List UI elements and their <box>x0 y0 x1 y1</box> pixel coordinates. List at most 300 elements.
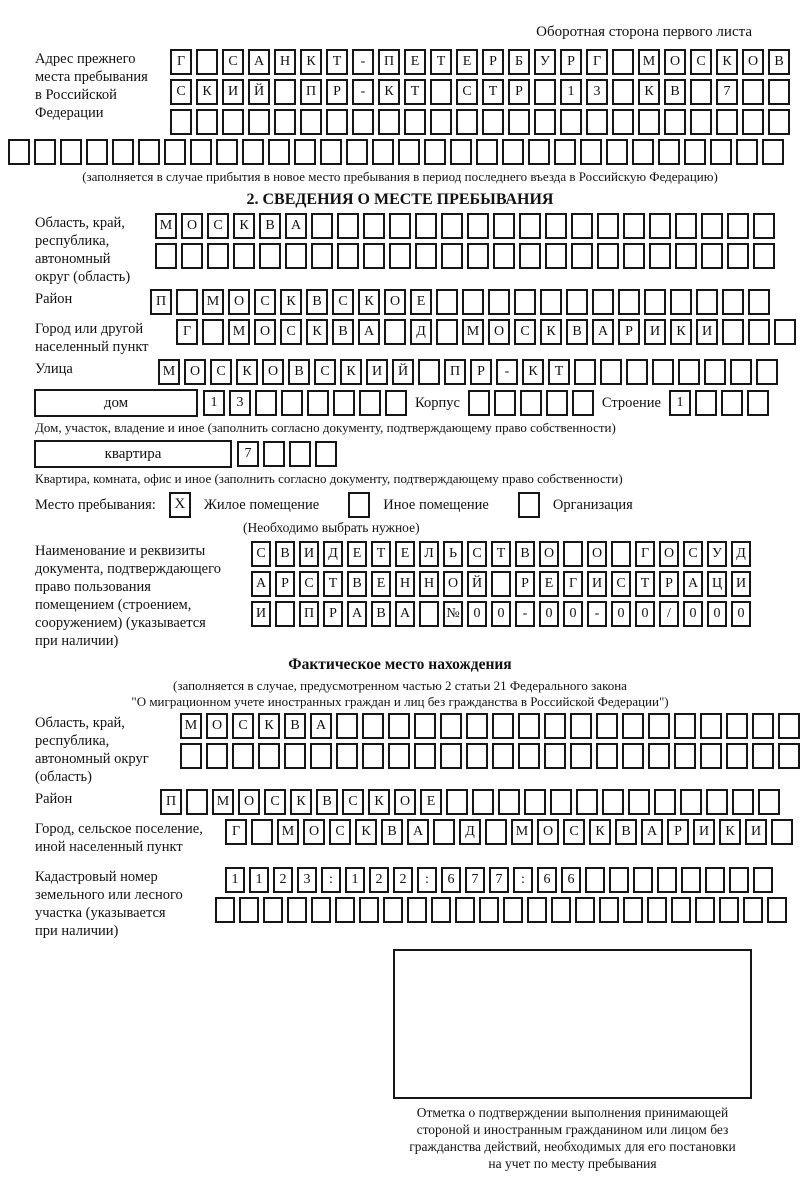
char-box[interactable]: О <box>742 49 764 75</box>
char-box[interactable] <box>440 713 462 739</box>
char-box[interactable]: 1 <box>560 79 582 105</box>
char-box[interactable] <box>196 109 218 135</box>
char-box[interactable]: 1 <box>203 390 225 416</box>
char-box[interactable] <box>476 139 498 165</box>
char-box[interactable] <box>649 243 671 269</box>
char-box[interactable] <box>424 139 446 165</box>
char-box[interactable] <box>690 109 712 135</box>
char-box[interactable]: С <box>299 571 319 597</box>
char-box[interactable]: 3 <box>229 390 251 416</box>
char-box[interactable]: К <box>719 819 741 845</box>
char-box[interactable] <box>307 390 329 416</box>
char-box[interactable] <box>628 789 650 815</box>
house-field-box[interactable]: дом <box>34 389 198 417</box>
char-box[interactable] <box>419 601 439 627</box>
char-box[interactable] <box>700 743 722 769</box>
char-box[interactable] <box>580 139 602 165</box>
char-box[interactable] <box>300 109 322 135</box>
char-box[interactable] <box>170 109 192 135</box>
char-box[interactable] <box>363 213 385 239</box>
char-box[interactable]: А <box>592 319 614 345</box>
char-box[interactable]: Й <box>392 359 414 385</box>
char-box[interactable] <box>726 743 748 769</box>
char-box[interactable] <box>767 897 787 923</box>
char-box[interactable]: Й <box>467 571 487 597</box>
char-box[interactable]: О <box>384 289 406 315</box>
char-box[interactable] <box>508 109 530 135</box>
char-box[interactable]: Е <box>410 289 432 315</box>
char-box[interactable] <box>597 243 619 269</box>
char-box[interactable]: Р <box>667 819 689 845</box>
char-box[interactable]: 0 <box>563 601 583 627</box>
char-box[interactable] <box>753 243 775 269</box>
char-box[interactable] <box>222 109 244 135</box>
char-box[interactable] <box>695 897 715 923</box>
char-box[interactable] <box>606 139 628 165</box>
char-box[interactable]: К <box>290 789 312 815</box>
char-box[interactable]: Г <box>176 319 198 345</box>
char-box[interactable]: Е <box>395 541 415 567</box>
char-box[interactable] <box>518 713 540 739</box>
char-box[interactable] <box>285 243 307 269</box>
char-box[interactable] <box>736 139 758 165</box>
char-box[interactable]: О <box>254 319 276 345</box>
char-box[interactable]: К <box>196 79 218 105</box>
char-box[interactable] <box>251 819 273 845</box>
char-box[interactable] <box>492 713 514 739</box>
char-box[interactable] <box>275 601 295 627</box>
char-box[interactable] <box>721 390 743 416</box>
char-box[interactable]: 2 <box>369 867 389 893</box>
char-box[interactable] <box>719 897 739 923</box>
char-box[interactable]: И <box>299 541 319 567</box>
char-box[interactable] <box>383 897 403 923</box>
char-box[interactable]: 1 <box>669 390 691 416</box>
char-box[interactable] <box>752 713 774 739</box>
char-box[interactable] <box>768 109 790 135</box>
char-box[interactable] <box>378 109 400 135</box>
char-box[interactable] <box>519 243 541 269</box>
char-box[interactable]: Т <box>548 359 570 385</box>
char-box[interactable]: В <box>381 819 403 845</box>
char-box[interactable]: О <box>303 819 325 845</box>
char-box[interactable] <box>554 139 576 165</box>
char-box[interactable] <box>255 390 277 416</box>
char-box[interactable]: П <box>150 289 172 315</box>
char-box[interactable] <box>287 897 307 923</box>
char-box[interactable] <box>762 139 784 165</box>
char-box[interactable] <box>455 897 475 923</box>
char-box[interactable] <box>774 319 796 345</box>
char-box[interactable]: М <box>212 789 234 815</box>
char-box[interactable] <box>310 743 332 769</box>
char-box[interactable] <box>274 109 296 135</box>
char-box[interactable]: О <box>206 713 228 739</box>
char-box[interactable] <box>710 139 732 165</box>
char-box[interactable]: Р <box>560 49 582 75</box>
char-box[interactable] <box>430 79 452 105</box>
char-box[interactable] <box>726 713 748 739</box>
char-box[interactable]: Е <box>456 49 478 75</box>
char-box[interactable] <box>311 213 333 239</box>
char-box[interactable]: Г <box>563 571 583 597</box>
char-box[interactable]: К <box>378 79 400 105</box>
char-box[interactable] <box>333 390 355 416</box>
char-box[interactable] <box>705 867 725 893</box>
char-box[interactable] <box>570 743 592 769</box>
char-box[interactable] <box>519 213 541 239</box>
char-box[interactable]: С <box>514 319 536 345</box>
char-box[interactable]: С <box>467 541 487 567</box>
char-box[interactable] <box>586 109 608 135</box>
char-box[interactable]: - <box>496 359 518 385</box>
char-box[interactable] <box>414 743 436 769</box>
char-box[interactable] <box>503 897 523 923</box>
char-box[interactable] <box>430 109 452 135</box>
char-box[interactable] <box>326 109 348 135</box>
char-box[interactable] <box>748 289 770 315</box>
char-box[interactable] <box>700 713 722 739</box>
char-box[interactable]: О <box>537 819 559 845</box>
char-box[interactable] <box>701 243 723 269</box>
char-box[interactable] <box>346 139 368 165</box>
char-box[interactable]: К <box>670 319 692 345</box>
char-box[interactable]: 2 <box>273 867 293 893</box>
char-box[interactable]: М <box>228 319 250 345</box>
char-box[interactable] <box>600 359 622 385</box>
char-box[interactable] <box>778 713 800 739</box>
char-box[interactable]: В <box>515 541 535 567</box>
char-box[interactable]: С <box>264 789 286 815</box>
char-box[interactable]: Л <box>419 541 439 567</box>
char-box[interactable] <box>657 867 677 893</box>
char-box[interactable] <box>433 819 455 845</box>
char-box[interactable]: С <box>342 789 364 815</box>
char-box[interactable] <box>206 743 228 769</box>
char-box[interactable] <box>596 713 618 739</box>
char-box[interactable]: П <box>378 49 400 75</box>
char-box[interactable] <box>215 897 235 923</box>
char-box[interactable]: К <box>300 49 322 75</box>
char-box[interactable] <box>86 139 108 165</box>
char-box[interactable] <box>482 109 504 135</box>
char-box[interactable]: И <box>251 601 271 627</box>
char-box[interactable] <box>623 213 645 239</box>
char-box[interactable] <box>670 289 692 315</box>
char-box[interactable]: К <box>368 789 390 815</box>
char-box[interactable]: : <box>321 867 341 893</box>
char-box[interactable]: К <box>358 289 380 315</box>
char-box[interactable] <box>546 390 568 416</box>
char-box[interactable] <box>633 867 653 893</box>
char-box[interactable]: К <box>355 819 377 845</box>
char-box[interactable]: И <box>696 319 718 345</box>
char-box[interactable] <box>626 359 648 385</box>
char-box[interactable] <box>494 390 516 416</box>
char-box[interactable]: У <box>534 49 556 75</box>
char-box[interactable]: 1 <box>345 867 365 893</box>
char-box[interactable]: Р <box>482 49 504 75</box>
char-box[interactable] <box>359 897 379 923</box>
char-box[interactable] <box>232 743 254 769</box>
char-box[interactable] <box>467 243 489 269</box>
char-box[interactable] <box>652 359 674 385</box>
char-box[interactable] <box>727 243 749 269</box>
char-box[interactable] <box>678 359 700 385</box>
char-box[interactable] <box>742 109 764 135</box>
char-box[interactable] <box>658 139 680 165</box>
char-box[interactable] <box>560 109 582 135</box>
char-box[interactable] <box>258 743 280 769</box>
char-box[interactable]: 0 <box>539 601 559 627</box>
char-box[interactable]: Е <box>539 571 559 597</box>
char-box[interactable]: О <box>587 541 607 567</box>
char-box[interactable] <box>575 897 595 923</box>
char-box[interactable]: К <box>638 79 660 105</box>
char-box[interactable] <box>352 109 374 135</box>
char-box[interactable]: О <box>238 789 260 815</box>
char-box[interactable] <box>164 139 186 165</box>
char-box[interactable] <box>574 359 596 385</box>
char-box[interactable]: Р <box>515 571 535 597</box>
char-box[interactable] <box>690 79 712 105</box>
char-box[interactable]: И <box>693 819 715 845</box>
char-box[interactable]: 0 <box>731 601 751 627</box>
char-box[interactable]: : <box>513 867 533 893</box>
char-box[interactable]: Р <box>323 601 343 627</box>
checkbox-organization[interactable] <box>518 492 540 518</box>
char-box[interactable]: 3 <box>586 79 608 105</box>
char-box[interactable]: 3 <box>297 867 317 893</box>
char-box[interactable]: В <box>288 359 310 385</box>
char-box[interactable]: 7 <box>465 867 485 893</box>
char-box[interactable] <box>263 897 283 923</box>
char-box[interactable] <box>545 213 567 239</box>
char-box[interactable]: П <box>160 789 182 815</box>
char-box[interactable]: А <box>248 49 270 75</box>
char-box[interactable] <box>752 743 774 769</box>
char-box[interactable] <box>389 243 411 269</box>
char-box[interactable] <box>599 897 619 923</box>
char-box[interactable]: А <box>641 819 663 845</box>
char-box[interactable] <box>415 243 437 269</box>
char-box[interactable] <box>467 213 489 239</box>
char-box[interactable] <box>248 109 270 135</box>
char-box[interactable] <box>695 390 717 416</box>
char-box[interactable]: В <box>259 213 281 239</box>
char-box[interactable]: О <box>488 319 510 345</box>
char-box[interactable]: - <box>587 601 607 627</box>
char-box[interactable]: И <box>587 571 607 597</box>
char-box[interactable] <box>493 243 515 269</box>
char-box[interactable] <box>664 109 686 135</box>
char-box[interactable] <box>623 243 645 269</box>
char-box[interactable] <box>186 789 208 815</box>
char-box[interactable] <box>644 289 666 315</box>
char-box[interactable] <box>407 897 427 923</box>
char-box[interactable] <box>493 213 515 239</box>
char-box[interactable]: Т <box>323 571 343 597</box>
char-box[interactable]: Д <box>731 541 751 567</box>
char-box[interactable] <box>8 139 30 165</box>
char-box[interactable]: 0 <box>683 601 703 627</box>
char-box[interactable]: Н <box>419 571 439 597</box>
char-box[interactable] <box>722 319 744 345</box>
char-box[interactable]: В <box>768 49 790 75</box>
char-box[interactable]: 0 <box>611 601 631 627</box>
char-box[interactable] <box>534 79 556 105</box>
char-box[interactable] <box>612 49 634 75</box>
char-box[interactable] <box>674 713 696 739</box>
char-box[interactable] <box>263 441 285 467</box>
char-box[interactable]: К <box>306 319 328 345</box>
char-box[interactable]: Т <box>404 79 426 105</box>
char-box[interactable]: К <box>280 289 302 315</box>
char-box[interactable]: К <box>236 359 258 385</box>
char-box[interactable]: Д <box>323 541 343 567</box>
char-box[interactable]: О <box>228 289 250 315</box>
char-box[interactable] <box>612 79 634 105</box>
char-box[interactable]: - <box>352 49 374 75</box>
char-box[interactable]: Й <box>248 79 270 105</box>
char-box[interactable] <box>320 139 342 165</box>
char-box[interactable]: С <box>170 79 192 105</box>
char-box[interactable]: К <box>258 713 280 739</box>
char-box[interactable]: А <box>251 571 271 597</box>
char-box[interactable] <box>155 243 177 269</box>
char-box[interactable] <box>596 743 618 769</box>
char-box[interactable] <box>563 541 583 567</box>
char-box[interactable]: О <box>443 571 463 597</box>
char-box[interactable] <box>359 390 381 416</box>
char-box[interactable]: В <box>664 79 686 105</box>
char-box[interactable]: С <box>314 359 336 385</box>
char-box[interactable] <box>468 390 490 416</box>
char-box[interactable] <box>674 743 696 769</box>
char-box[interactable]: - <box>515 601 535 627</box>
char-box[interactable] <box>388 713 410 739</box>
char-box[interactable]: Р <box>470 359 492 385</box>
char-box[interactable] <box>268 139 290 165</box>
char-box[interactable] <box>242 139 264 165</box>
char-box[interactable]: 6 <box>441 867 461 893</box>
char-box[interactable] <box>701 213 723 239</box>
char-box[interactable]: Ь <box>443 541 463 567</box>
char-box[interactable]: Н <box>395 571 415 597</box>
char-box[interactable]: С <box>207 213 229 239</box>
char-box[interactable]: - <box>352 79 374 105</box>
char-box[interactable] <box>747 390 769 416</box>
char-box[interactable]: С <box>332 289 354 315</box>
char-box[interactable]: О <box>664 49 686 75</box>
char-box[interactable] <box>398 139 420 165</box>
char-box[interactable] <box>722 289 744 315</box>
char-box[interactable]: И <box>222 79 244 105</box>
char-box[interactable]: Е <box>347 541 367 567</box>
checkbox-other-premises[interactable] <box>348 492 370 518</box>
char-box[interactable]: Р <box>508 79 530 105</box>
char-box[interactable]: К <box>340 359 362 385</box>
char-box[interactable]: Т <box>491 541 511 567</box>
char-box[interactable] <box>498 789 520 815</box>
char-box[interactable] <box>611 541 631 567</box>
char-box[interactable]: Г <box>225 819 247 845</box>
char-box[interactable]: И <box>731 571 751 597</box>
char-box[interactable] <box>112 139 134 165</box>
char-box[interactable]: Ц <box>707 571 727 597</box>
char-box[interactable] <box>704 359 726 385</box>
char-box[interactable] <box>335 897 355 923</box>
char-box[interactable]: С <box>251 541 271 567</box>
char-box[interactable]: В <box>347 571 367 597</box>
char-box[interactable] <box>675 243 697 269</box>
char-box[interactable]: Е <box>404 49 426 75</box>
char-box[interactable] <box>502 139 524 165</box>
char-box[interactable]: 0 <box>491 601 511 627</box>
char-box[interactable]: С <box>690 49 712 75</box>
char-box[interactable] <box>585 867 605 893</box>
char-box[interactable] <box>479 897 499 923</box>
char-box[interactable]: Д <box>410 319 432 345</box>
char-box[interactable]: К <box>233 213 255 239</box>
char-box[interactable] <box>441 213 463 239</box>
char-box[interactable] <box>696 289 718 315</box>
char-box[interactable] <box>518 743 540 769</box>
char-box[interactable]: Е <box>371 571 391 597</box>
char-box[interactable]: А <box>683 571 703 597</box>
char-box[interactable] <box>571 243 593 269</box>
char-box[interactable] <box>756 359 778 385</box>
char-box[interactable] <box>743 897 763 923</box>
char-box[interactable] <box>34 139 56 165</box>
char-box[interactable]: М <box>202 289 224 315</box>
char-box[interactable] <box>648 713 670 739</box>
char-box[interactable] <box>684 139 706 165</box>
char-box[interactable] <box>514 289 536 315</box>
char-box[interactable]: В <box>284 713 306 739</box>
char-box[interactable] <box>648 743 670 769</box>
char-box[interactable]: П <box>444 359 466 385</box>
char-box[interactable]: 0 <box>635 601 655 627</box>
char-box[interactable] <box>196 49 218 75</box>
char-box[interactable] <box>362 743 384 769</box>
char-box[interactable]: К <box>522 359 544 385</box>
char-box[interactable]: И <box>745 819 767 845</box>
char-box[interactable] <box>289 441 311 467</box>
char-box[interactable]: М <box>180 713 202 739</box>
char-box[interactable] <box>647 897 667 923</box>
char-box[interactable] <box>753 213 775 239</box>
char-box[interactable]: 7 <box>489 867 509 893</box>
char-box[interactable]: К <box>589 819 611 845</box>
char-box[interactable] <box>716 109 738 135</box>
char-box[interactable]: С <box>280 319 302 345</box>
char-box[interactable] <box>544 713 566 739</box>
char-box[interactable]: Б <box>508 49 530 75</box>
char-box[interactable] <box>472 789 494 815</box>
char-box[interactable] <box>388 743 410 769</box>
char-box[interactable] <box>284 743 306 769</box>
char-box[interactable]: В <box>371 601 391 627</box>
char-box[interactable]: Е <box>420 789 442 815</box>
char-box[interactable] <box>730 359 752 385</box>
char-box[interactable] <box>572 390 594 416</box>
char-box[interactable]: Т <box>430 49 452 75</box>
char-box[interactable] <box>618 289 640 315</box>
char-box[interactable]: В <box>306 289 328 315</box>
char-box[interactable] <box>436 289 458 315</box>
char-box[interactable]: С <box>563 819 585 845</box>
